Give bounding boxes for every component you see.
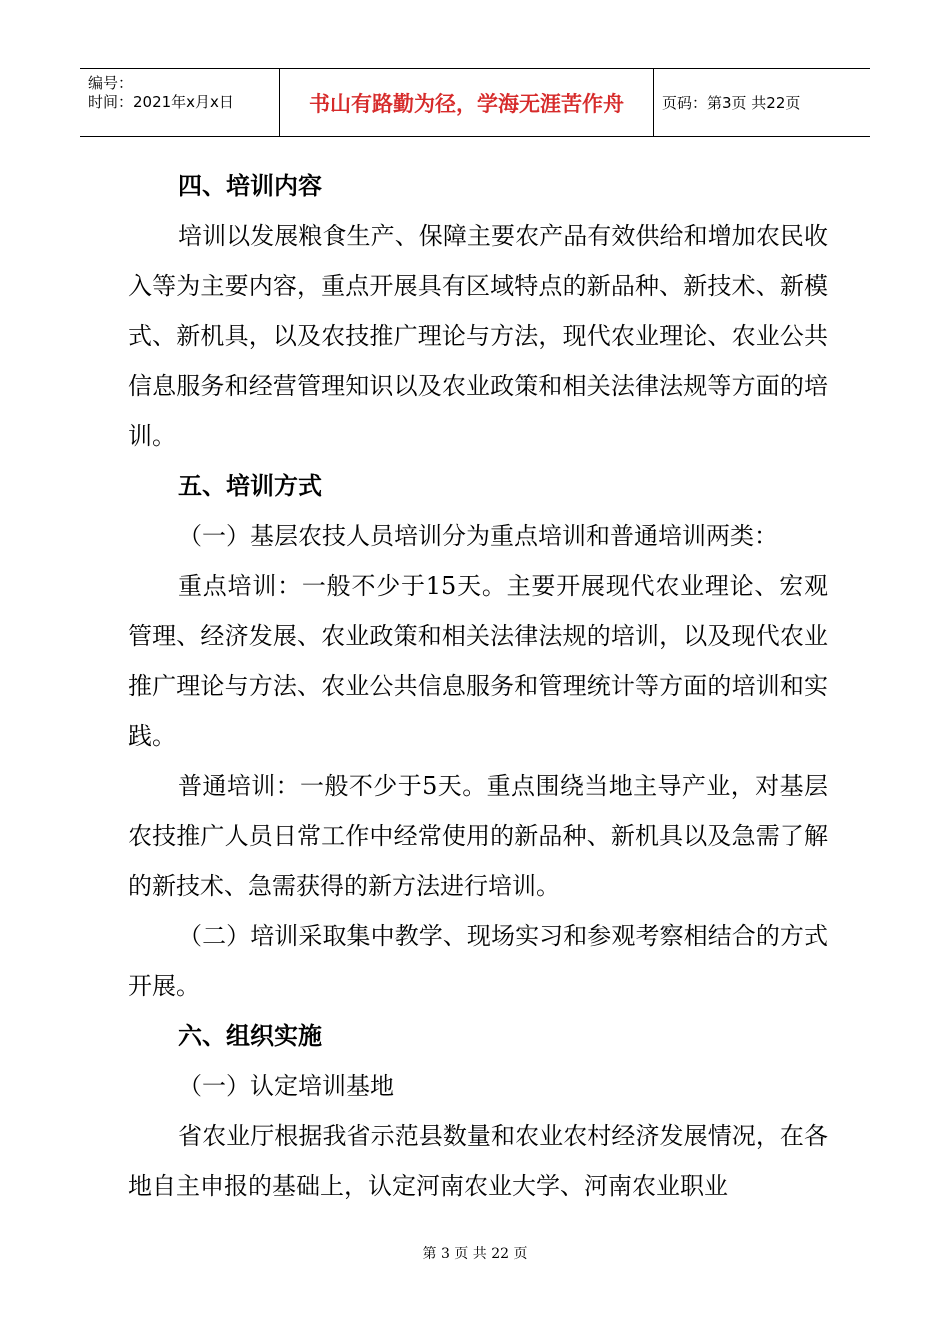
paragraph: 培训以发展粮食生产、保障主要农产品有效供给和增加农民收入等为主要内容，重点开展具有区域特点的新品种、新技术、新模式、新机具，以及农技推广理论与方法，现代农业理论、农业公共信息服务和经营管理知识以及农业政策和相关法律法规等方面的培训。 — [128, 222, 828, 450]
header-motto: 书山有路勤为径，学海无涯苦作舟 — [280, 69, 654, 136]
page-footer: 第 3 页 共 22 页 — [422, 1246, 528, 1262]
page-header — [80, 68, 870, 137]
section-heading-4: 四、培训内容 — [178, 172, 322, 200]
document-date: 时间：2021年x月x日 — [88, 93, 234, 111]
paragraph: （一）基层农技人员培训分为重点培训和普通培训两类： — [178, 522, 778, 550]
paragraph: 普通培训：一般不少于5天。重点围绕当地主导产业，对基层农技推广人员日常工作中经常使用的新品种、新机具以及急需了解的新技术、急需获得的新方法进行培训。 — [128, 772, 828, 900]
header-meta — [80, 69, 280, 136]
document-body — [128, 161, 828, 1211]
paragraph: （一）认定培训基地 — [178, 1072, 394, 1100]
header-page-info: 页码：第3页 共22页 — [662, 94, 801, 112]
document-number-label: 编号： — [88, 74, 134, 92]
section-heading-5: 五、培训方式 — [178, 472, 322, 500]
section-heading-6: 六、组织实施 — [178, 1022, 322, 1050]
paragraph: 重点培训：一般不少于15天。主要开展现代农业理论、宏观管理、经济发展、农业政策和相关法律法规的培训，以及现代农业推广理论与方法、农业公共信息服务和管理统计等方面的培训和实践。 — [128, 572, 828, 750]
paragraph: （二）培训采取集中教学、现场实习和参观考察相结合的方式开展。 — [128, 922, 828, 1000]
paragraph: 省农业厅根据我省示范县数量和农业农村经济发展情况，在各地自主申报的基础上，认定河南农业大学、河南农业职业 — [128, 1122, 828, 1200]
